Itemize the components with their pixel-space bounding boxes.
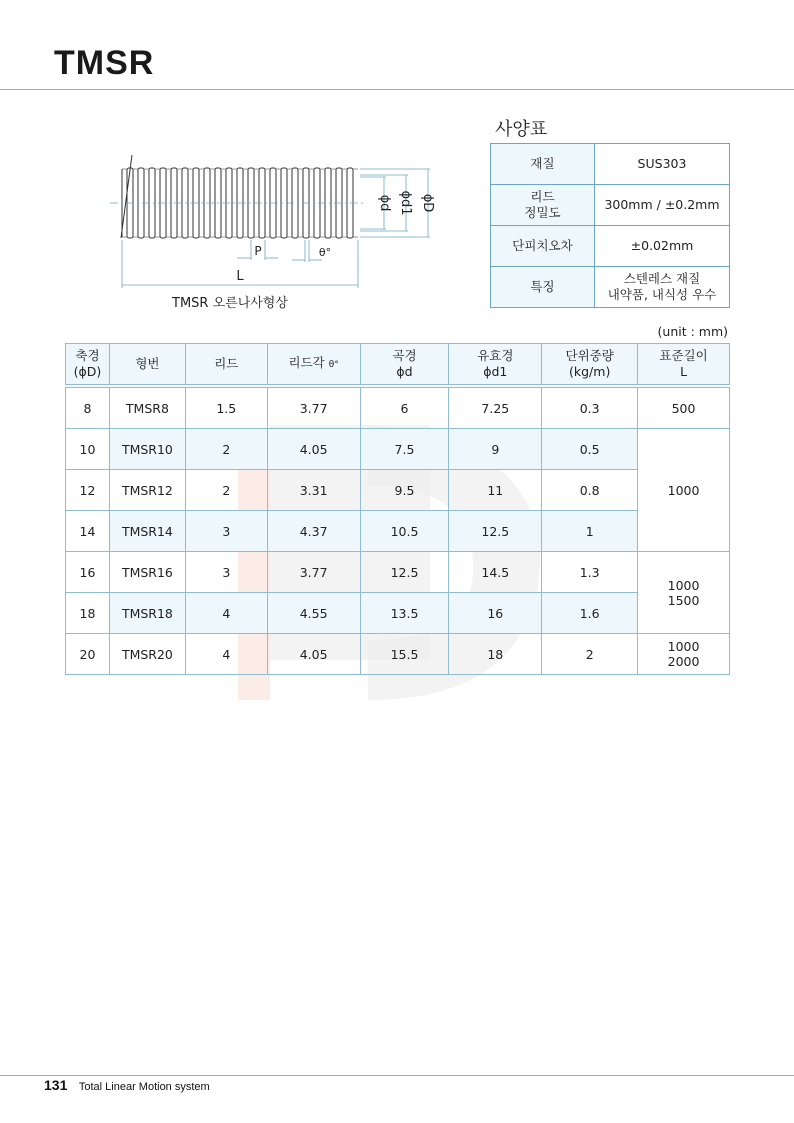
label-p: P bbox=[254, 244, 262, 258]
table-row bbox=[66, 429, 730, 470]
spec-table-heading: 사양표 bbox=[495, 119, 548, 140]
cell-lead-angle: 3.31 bbox=[267, 470, 360, 511]
cell-model: TMSR14 bbox=[109, 511, 185, 552]
spec-key: 특징 bbox=[491, 267, 595, 308]
col-header-std-length: 표준길이 L bbox=[638, 344, 730, 387]
label-l: L bbox=[236, 269, 244, 284]
label-phi-d1: ϕd1 bbox=[398, 190, 413, 216]
header-divider bbox=[0, 89, 794, 90]
footer-divider bbox=[0, 1075, 794, 1076]
cell-lead-angle: 4.55 bbox=[267, 593, 360, 634]
table-row bbox=[66, 511, 730, 552]
cell-unit-weight: 0.5 bbox=[542, 429, 638, 470]
cell-model: TMSR20 bbox=[109, 634, 185, 675]
cell-model: TMSR10 bbox=[109, 429, 185, 470]
cell-model: TMSR16 bbox=[109, 552, 185, 593]
spec-row-pitch-error bbox=[491, 226, 730, 267]
spec-row-lead-accuracy bbox=[491, 185, 730, 226]
unit-label: (unit : mm) bbox=[657, 324, 728, 339]
cell-unit-weight: 1.3 bbox=[542, 552, 638, 593]
table-row bbox=[66, 593, 730, 634]
spec-data-table bbox=[65, 343, 730, 675]
cell-shaft-dia: 18 bbox=[66, 593, 110, 634]
cell-effective-dia: 18 bbox=[449, 634, 542, 675]
cell-lead: 4 bbox=[185, 593, 267, 634]
table-row bbox=[66, 634, 730, 675]
cell-root-dia: 9.5 bbox=[360, 470, 449, 511]
cell-effective-dia: 11 bbox=[449, 470, 542, 511]
cell-effective-dia: 7.25 bbox=[449, 386, 542, 429]
cell-shaft-dia: 16 bbox=[66, 552, 110, 593]
cell-model: TMSR8 bbox=[109, 386, 185, 429]
page-footer bbox=[44, 1077, 210, 1093]
cell-lead-angle: 3.77 bbox=[267, 552, 360, 593]
label-theta: θ° bbox=[318, 246, 332, 259]
spec-value: 300mm / ±0.2mm bbox=[595, 185, 730, 226]
cell-shaft-dia: 20 bbox=[66, 634, 110, 675]
cell-std-length: 500 bbox=[638, 386, 730, 429]
cell-unit-weight: 0.3 bbox=[542, 386, 638, 429]
table-row bbox=[66, 552, 730, 593]
col-header-shaft-dia: 축경 (ϕD) bbox=[66, 344, 110, 387]
col-header-unit-weight: 단위중량 (kg/m) bbox=[542, 344, 638, 387]
cell-std-length: 1000 bbox=[638, 429, 730, 552]
cell-lead: 1.5 bbox=[185, 386, 267, 429]
cell-lead-angle: 4.37 bbox=[267, 511, 360, 552]
cell-std-length: 1000 1500 bbox=[638, 552, 730, 634]
spec-row-material bbox=[491, 144, 730, 185]
table-row bbox=[66, 386, 730, 429]
cell-lead-angle: 4.05 bbox=[267, 634, 360, 675]
spec-key: 단피치오차 bbox=[491, 226, 595, 267]
cell-lead: 3 bbox=[185, 552, 267, 593]
cell-shaft-dia: 10 bbox=[66, 429, 110, 470]
cell-effective-dia: 14.5 bbox=[449, 552, 542, 593]
cell-unit-weight: 2 bbox=[542, 634, 638, 675]
cell-effective-dia: 16 bbox=[449, 593, 542, 634]
cell-root-dia: 12.5 bbox=[360, 552, 449, 593]
cell-root-dia: 13.5 bbox=[360, 593, 449, 634]
spec-value: SUS303 bbox=[595, 144, 730, 185]
page-title: TMSR bbox=[54, 44, 155, 82]
cell-model: TMSR12 bbox=[109, 470, 185, 511]
col-header-model: 형번 bbox=[109, 344, 185, 387]
cell-lead: 4 bbox=[185, 634, 267, 675]
cell-root-dia: 7.5 bbox=[360, 429, 449, 470]
spec-row-features bbox=[491, 267, 730, 308]
cell-effective-dia: 12.5 bbox=[449, 511, 542, 552]
cell-root-dia: 6 bbox=[360, 386, 449, 429]
cell-root-dia: 10.5 bbox=[360, 511, 449, 552]
cell-unit-weight: 1.6 bbox=[542, 593, 638, 634]
col-header-lead: 리드 bbox=[185, 344, 267, 387]
cell-lead-angle: 4.05 bbox=[267, 429, 360, 470]
label-phi-D: ϕD bbox=[420, 193, 435, 213]
cell-shaft-dia: 12 bbox=[66, 470, 110, 511]
page-number: 131 bbox=[44, 1077, 68, 1093]
footer-text: Total Linear Motion system bbox=[78, 1081, 210, 1093]
table-header-row bbox=[66, 344, 730, 387]
spec-key: 리드 정밀도 bbox=[491, 185, 595, 226]
cell-lead: 3 bbox=[185, 511, 267, 552]
cell-root-dia: 15.5 bbox=[360, 634, 449, 675]
label-phi-d: ϕd bbox=[377, 194, 392, 212]
cell-effective-dia: 9 bbox=[449, 429, 542, 470]
col-header-effective-dia: 유효경 ϕd1 bbox=[449, 344, 542, 387]
cell-lead: 2 bbox=[185, 470, 267, 511]
spec-key: 재질 bbox=[491, 144, 595, 185]
cell-unit-weight: 0.8 bbox=[542, 470, 638, 511]
diagram-caption: TMSR 오른나사형상 bbox=[172, 296, 288, 311]
cell-model: TMSR18 bbox=[109, 593, 185, 634]
col-header-root-dia: 곡경 ϕd bbox=[360, 344, 449, 387]
cell-unit-weight: 1 bbox=[542, 511, 638, 552]
cell-std-length: 1000 2000 bbox=[638, 634, 730, 675]
spec-table bbox=[490, 143, 730, 308]
spec-value: 스텐레스 재질 내약품, 내식성 우수 bbox=[595, 267, 730, 308]
cell-shaft-dia: 14 bbox=[66, 511, 110, 552]
cell-shaft-dia: 8 bbox=[66, 386, 110, 429]
cell-lead: 2 bbox=[185, 429, 267, 470]
spec-value: ±0.02mm bbox=[595, 226, 730, 267]
table-row bbox=[66, 470, 730, 511]
col-header-lead-angle: 리드각 θ° bbox=[267, 344, 360, 387]
cell-lead-angle: 3.77 bbox=[267, 386, 360, 429]
